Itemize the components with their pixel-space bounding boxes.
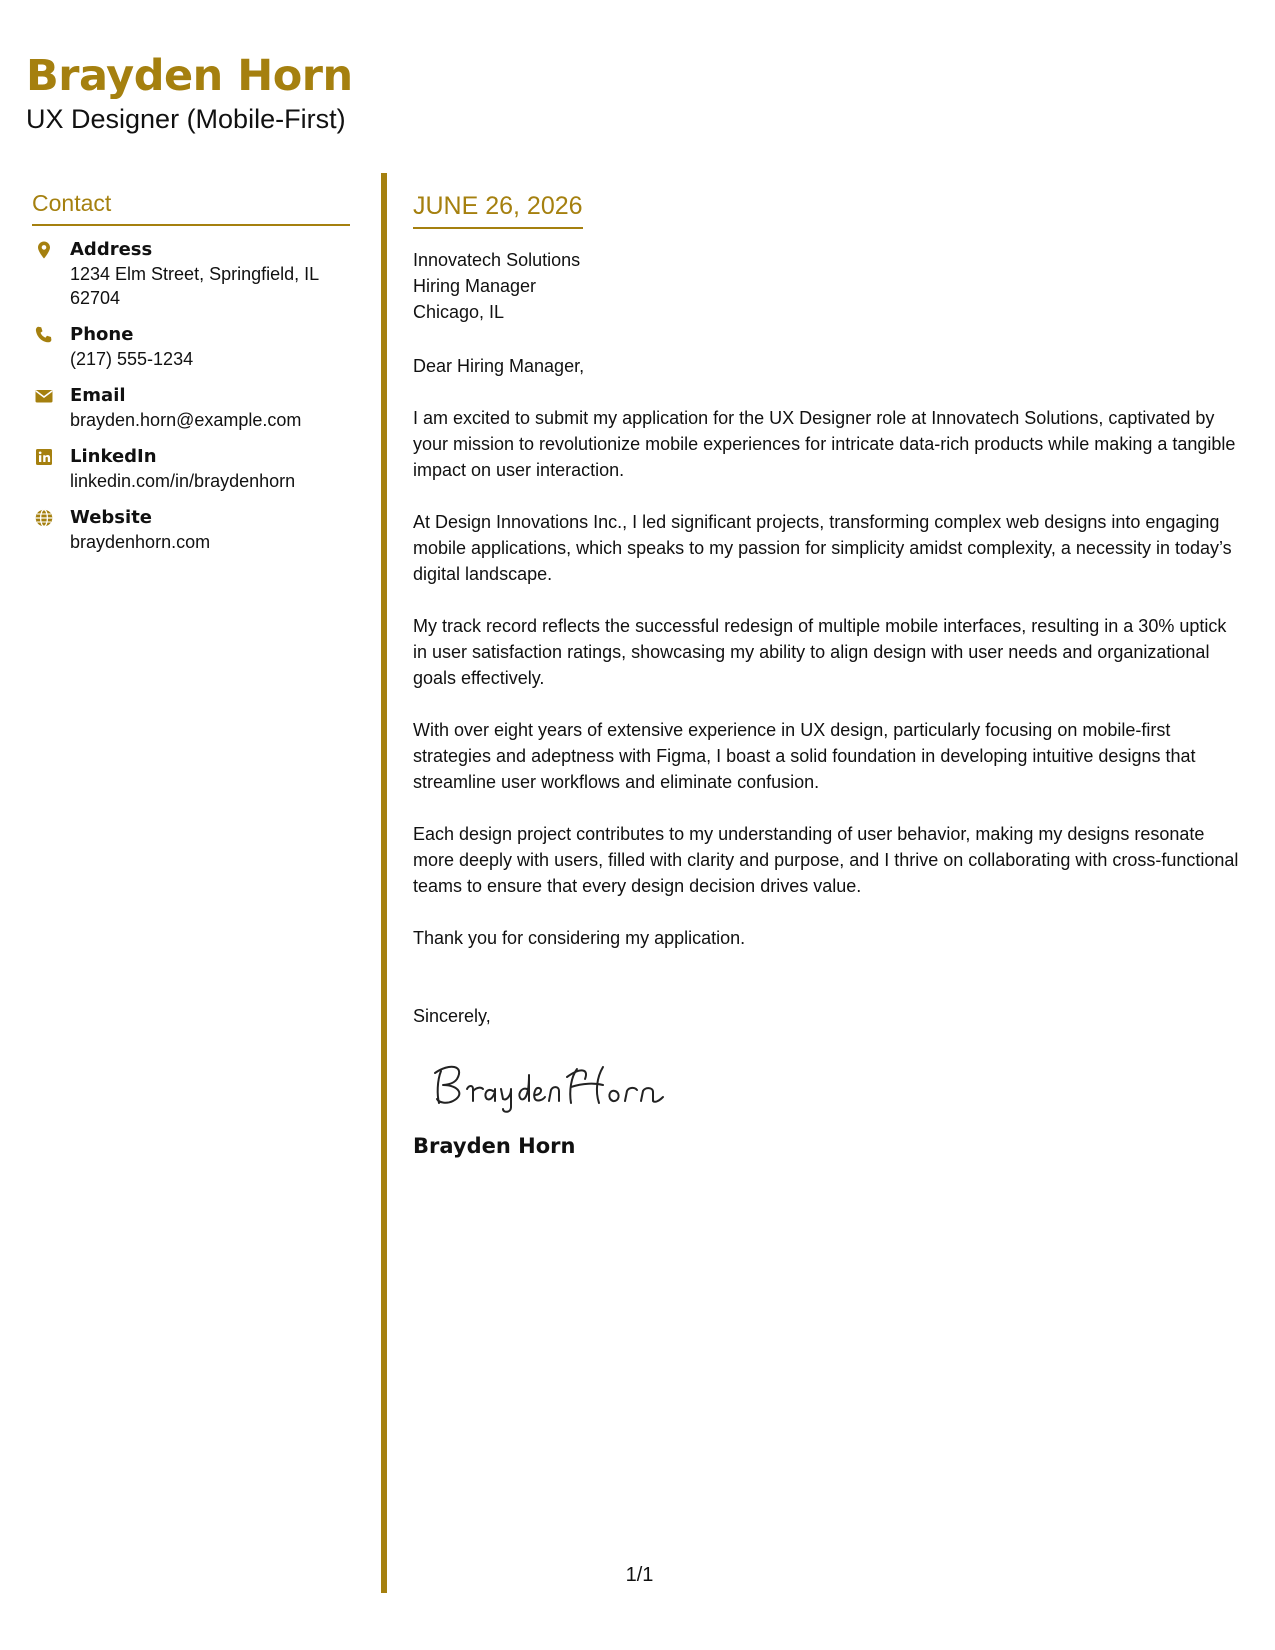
body-paragraph: Each design project contributes to my understanding of user behavior, making my designs resonate more deeply with users, filled with clarity and purpose, and I thrive on collaborating with cross-functional teams to ensure that every design decision drives value. <box>413 824 1239 896</box>
page-number-text: 1/1 <box>625 1564 654 1586</box>
linkedin-icon <box>34 447 54 467</box>
website-value[interactable]: braydenhorn.com <box>70 532 211 552</box>
job-title: UX Designer (Mobile-First) <box>26 104 346 134</box>
contact-item-website <box>32 506 350 554</box>
globe-icon <box>34 508 54 528</box>
thank-you-paragraph: Thank you for considering my application. <box>413 928 746 948</box>
email-value[interactable]: brayden.horn@example.com <box>70 410 302 430</box>
page-number <box>0 1562 1275 1588</box>
address-value: 1234 Elm Street, Springfield, IL 62704 <box>70 264 319 308</box>
body-paragraph: My track record reflects the successful redesign of multiple mobile interfaces, resulting in a 30% uptick in user satisfaction ratings, showcasing my ability to align design with user needs and organizational goals effectively. <box>413 616 1227 688</box>
applicant-name: Brayden Horn <box>26 51 353 101</box>
contact-label: Address <box>70 239 153 260</box>
resume-header <box>26 50 353 136</box>
recipient-role: Hiring Manager <box>413 276 537 296</box>
body-paragraph: At Design Innovations Inc., I led significant projects, transforming complex web designs into engaging mobile applications, which speaks to my passion for simplicity amidst complexity, a necessity in today’s digital landscape. <box>413 512 1232 584</box>
signer-name: Brayden Horn <box>413 1134 576 1158</box>
contact-heading: Contact <box>32 188 350 226</box>
envelope-icon <box>34 386 54 406</box>
recipient-block <box>413 247 1243 325</box>
salutation: Dear Hiring Manager, <box>413 356 585 376</box>
signature-image <box>431 1055 671 1115</box>
closing: Sincerely, <box>413 1006 491 1026</box>
contact-item-linkedin <box>32 445 350 493</box>
recipient-company: Innovatech Solutions <box>413 250 581 270</box>
contact-label: Phone <box>70 324 134 345</box>
body-paragraph: With over eight years of extensive experience in UX design, particularly focusing on mobile-first strategies and adeptness with Figma, I boast a solid foundation in developing intuitive designs that streamline user workflows and eliminate confusion. <box>413 720 1196 792</box>
contact-label: LinkedIn <box>70 446 157 467</box>
map-pin-icon <box>34 240 54 260</box>
phone-value[interactable]: (217) 555-1234 <box>70 349 194 369</box>
contact-sidebar <box>32 188 350 567</box>
linkedin-value[interactable]: linkedin.com/in/braydenhorn <box>70 471 296 491</box>
contact-item-address <box>32 238 350 310</box>
contact-item-phone <box>32 323 350 371</box>
recipient-location: Chicago, IL <box>413 302 505 322</box>
cover-letter <box>413 190 1243 1160</box>
contact-label: Website <box>70 507 153 528</box>
body-paragraph: I am excited to submit my application for the UX Designer role at Innovatech Solutions, captivated by your mission to revolutionize mobile experiences for intricate data-rich products while making a tangible impact on user interaction. <box>413 408 1236 480</box>
vertical-divider <box>381 173 387 1593</box>
contact-item-email <box>32 384 350 432</box>
letter-date: JUNE 26, 2026 <box>413 190 583 229</box>
contact-label: Email <box>70 385 126 406</box>
phone-icon <box>34 325 54 345</box>
